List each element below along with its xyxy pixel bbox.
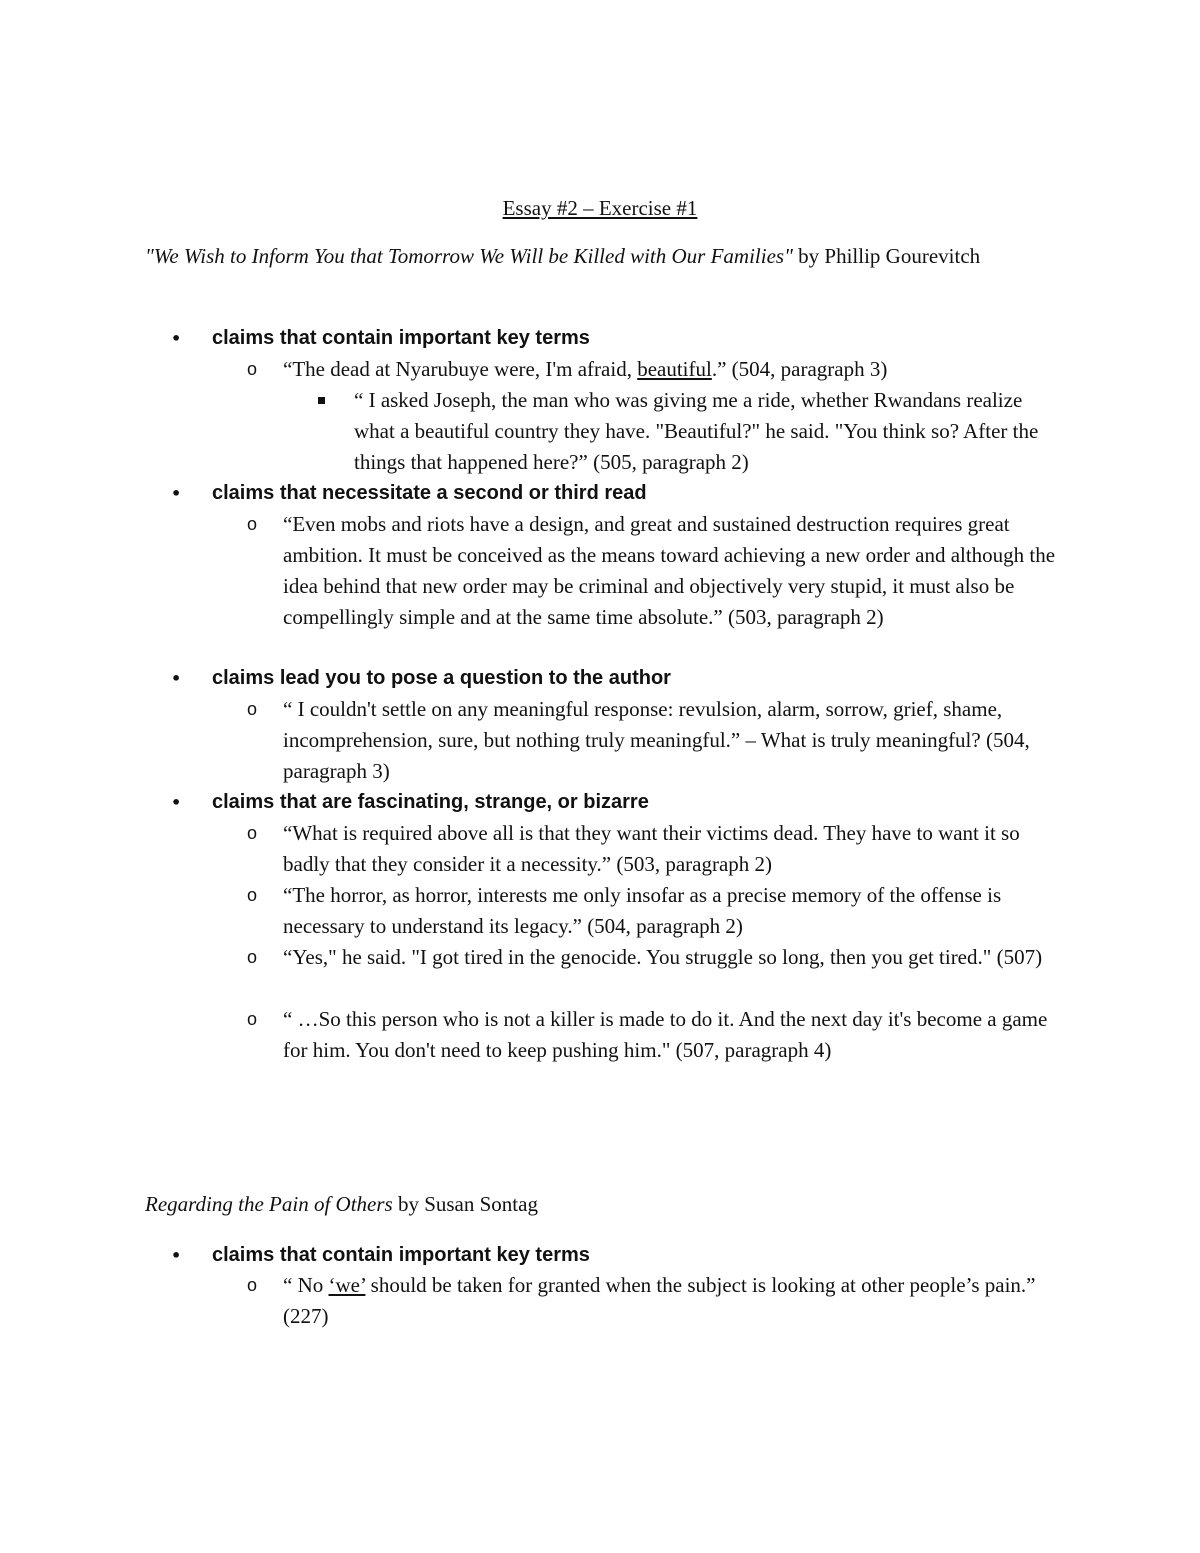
- category-label: claims that are fascinating, strange, or bizarre: [212, 791, 649, 813]
- category-label: claims that contain important key terms: [212, 327, 590, 349]
- quote-item: [247, 942, 1063, 973]
- quote-item: [247, 694, 1063, 787]
- category-label: claims that contain important key terms: [212, 1244, 590, 1266]
- bullet-icon: •: [171, 484, 182, 503]
- category-question: [171, 663, 1112, 694]
- circle-bullet-icon: o: [247, 823, 258, 843]
- category-second-read: [171, 478, 1112, 509]
- circle-bullet-icon: o: [247, 1009, 258, 1029]
- work-title: Regarding the Pain of Others: [145, 1192, 393, 1216]
- quote-text-pre: “ No: [283, 1273, 329, 1297]
- document-title: Essay #2 – Exercise #1: [502, 196, 698, 220]
- key-term: beautiful: [637, 357, 712, 381]
- quote-item: [247, 880, 1063, 942]
- square-bullet-icon: [318, 385, 326, 393]
- quote-item: [247, 509, 1063, 633]
- bullet-icon: •: [171, 669, 182, 688]
- quote-text-post: should be taken for granted when the subject is looking at other people’s pain.” (227): [283, 1273, 1036, 1328]
- quote-item: [247, 1004, 1063, 1066]
- author-line: by Phillip Gourevitch: [792, 244, 981, 268]
- quote-item: [247, 1270, 1063, 1332]
- source-heading-gourevitch: [145, 241, 1045, 272]
- quote-text: “Yes," he said. "I got tired in the genocide. You struggle so long, then you get tired." (507): [283, 945, 1043, 969]
- quote-text-pre: “The dead at Nyarubuye were, I'm afraid,: [283, 357, 638, 381]
- category-key-terms: [171, 323, 1112, 354]
- category-label: claims that necessitate a second or third read: [212, 482, 647, 504]
- quote-text: “The horror, as horror, interests me only insofar as a precise memory of the offense is necessary to understand its legacy.” (504, paragraph 2): [283, 883, 1002, 938]
- circle-bullet-icon: o: [247, 885, 258, 905]
- category-key-terms-2: [171, 1240, 1112, 1271]
- author-line: by Susan Sontag: [392, 1192, 538, 1216]
- bullet-icon: •: [171, 793, 182, 812]
- circle-bullet-icon: o: [247, 514, 258, 534]
- source-heading-sontag: [145, 1189, 1045, 1220]
- quote-text-post: .” (504, paragraph 3): [711, 357, 888, 381]
- key-term: ‘we’: [328, 1273, 366, 1297]
- sub-quote-text: “ I asked Joseph, the man who was giving me a ride, whether Rwandans realize what a beautiful country they have. "Beautiful?" he said. "You think so? After the things that happened here?” (505, paragraph 2): [354, 388, 1039, 474]
- quote-text: “ I couldn't settle on any meaningful response: revulsion, alarm, sorrow, grief, shame, incomprehension, sure, but nothing truly meaningful.” – What is truly meaningful? (504, paragraph 3): [283, 697, 1030, 783]
- quote-text: “Even mobs and riots have a design, and great and sustained destruction requires great ambition. It must be conceived as the means toward achieving a new order and although the idea behind that new order may be criminal and objectively very stupid, it must also be compellingly simple and at the same time absolute.” (503, paragraph 2): [283, 512, 1056, 629]
- bullet-icon: •: [171, 329, 182, 348]
- circle-bullet-icon: o: [247, 359, 258, 379]
- quote-item: [247, 354, 1063, 385]
- circle-bullet-icon: o: [247, 947, 258, 967]
- circle-bullet-icon: o: [247, 1275, 258, 1295]
- circle-bullet-icon: o: [247, 699, 258, 719]
- category-fascinating: [171, 787, 1112, 818]
- quote-text: “ …So this person who is not a killer is made to do it. And the next day it's become a game for him. You don't need to keep pushing him." (507, paragraph 4): [283, 1007, 1048, 1062]
- category-label: claims lead you to pose a question to the author: [212, 667, 671, 689]
- quote-item: [247, 818, 1063, 880]
- sub-quote-item: [354, 385, 1054, 478]
- work-title: "We Wish to Inform You that Tomorrow We Will be Killed with Our Families": [145, 244, 793, 268]
- quote-text: “What is required above all is that they want their victims dead. They have to want it so badly that they consider it a necessity.” (503, paragraph 2): [283, 821, 1020, 876]
- bullet-icon: •: [171, 1246, 182, 1265]
